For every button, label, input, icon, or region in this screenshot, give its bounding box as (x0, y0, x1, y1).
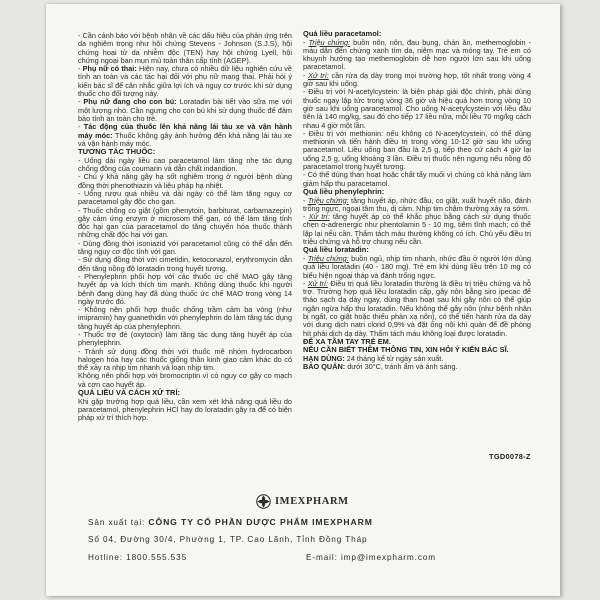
bullet-dash: - (78, 64, 83, 74)
logo-wordmark: IMEXPHARM (275, 495, 349, 507)
storage-text: dưới 30°C, tránh ẩm và ánh sáng. (345, 361, 458, 371)
right-column (303, 30, 531, 371)
treatment-text: cần rửa dạ dày trong mọi trường hợp, tốt nhất trong vòng 4 giờ sau khi uống. (303, 70, 531, 89)
symptoms-label: Triệu chứng: (307, 195, 349, 205)
bullet-dash: - (303, 278, 308, 288)
driving-section (78, 123, 292, 148)
interaction-item: - Uống dài ngày liều cao paracetamol làm tăng nhẹ tác dụng chống đông của coumarin và dẫn chất indandion. (78, 155, 292, 174)
treatment-text: Điều trị quá liều loratadin thường là điều trị triệu chứng và hỗ trợ. Trường hợp quá liều loratadin cấp, gây nôn bằng siro ipecac để tháo sạch dạ dày ngay, dùng than hoạt sau khi gây nôn có thể giúp ngăn ngừa hấp thu loratadin. Nếu không thể gây nôn (như bệnh nhân bị ngất, co giật hoặc thiếu phản xạ nôn), có thể tiến hành rửa dạ dày với dung dịch natri clorid 0,9% và đặt ống nội khí quản để đề phòng hít phải dịch dạ dày. Thẩm tách máu không loại được loratadin. (303, 278, 531, 338)
document-code: TGD0078-Z (489, 452, 531, 461)
imexpharm-logo (256, 492, 349, 510)
bullet-dash: - (78, 97, 84, 107)
bullet-dash: - (303, 212, 309, 222)
interaction-item: - Dùng đồng thời isoniazid với paracetamol cũng có thể dẫn đến tăng nguy cơ độc tính với gan. (78, 238, 292, 257)
skin-reaction-warning: - Cần cảnh báo với bệnh nhân về các dấu hiệu của phản ứng trên da nghiêm trọng như hội chứng Stevens - Johnson (S.J.S), hội chứng hoại tử da nhiễm độc (TEN) hay hội chứng Lyell, hội chứng ngoại ban mụn mủ toàn thân cấp tính (AGEP). (78, 31, 292, 65)
treatment-label: Xử trí: (308, 70, 329, 80)
pregnancy-section (78, 65, 292, 98)
symptoms-text: tăng huyết áp, nhức đầu, co giật, xuất huyết não, đánh trống ngực, ngoại tâm thu, dị cảm. Nhịp tim chậm thường xảy ra sớm. (303, 195, 531, 213)
interaction-item: - Chú ý khả năng gây hạ sốt nghiêm trọng ở người bệnh dùng đồng thời phenothiazin và liệu pháp hạ nhiệt. (78, 172, 292, 190)
driving-label: Tác động của thuốc lên khả năng lái tàu xe và vận hành máy móc: (78, 122, 292, 140)
bullet-dash: - (78, 122, 84, 132)
interaction-item: Không nên phối hợp với bromocriptin vì có nguy cơ gây co mạch và cơn cao huyết áp. (78, 371, 292, 389)
paracetamol-item: - Điều trị với methionin: nếu không có N-acetylcystein, có thể dùng methionin và tiến hành điều trị trong vòng 10-12 giờ sau khi uống paracetamol. Liều uống ban đầu là 2,5 g, tiếp theo cứ cách 4 giờ lại uống 2,5 g, uống khoảng 3 lần. Điều trị thuốc nên ngưng nếu nồng độ paracetamol trong huyết tương. (303, 128, 531, 172)
interaction-item: - Phenylephrin phối hợp với các thuốc ức chế MAO gây tăng huyết áp và kích thích tim mạnh. Không dùng thuốc khi người bệnh đang dùng hay đã dùng thuốc ức chế MAO trong vòng 14 ngày trước đó. (78, 271, 292, 306)
phenylephrin-treatment (303, 213, 531, 246)
pregnancy-text: Hiện nay, chưa có nhiều dữ liệu nghiên cứu về tính an toàn và các tác hại đối với phụ nữ mang thai. Phải hỏi ý kiến bác sĩ để cân nhắc giữa lợi ích và nguy cơ trước khi sử dụng thuốc cho đối tượng này. (78, 64, 292, 99)
phenylephrin-symptoms (303, 197, 531, 214)
symptoms-text: buồn ngủ, nhịp tim nhanh, nhức đầu ở người lớn dùng quá liều loratadin (40 - 180 mg). Trẻ em khi dùng liều trên 10 mg có biểu hiện ngoại tháp và đánh trống ngực. (303, 253, 531, 280)
storage (303, 363, 531, 371)
manufacturer-name: CÔNG TY CỔ PHẦN DƯỢC PHẨM IMEXPHARM (148, 517, 373, 527)
email: E-mail: imp@imexpharm.com (306, 553, 436, 562)
driving-text: Thuốc không gây ảnh hưởng đến khả năng lái tàu xe và vận hành máy móc. (78, 130, 292, 148)
overdose-heading: QUÁ LIỀU VÀ CÁCH XỬ TRÍ: (78, 388, 181, 398)
left-column (78, 32, 292, 423)
interaction-item: - Uống rượu quá nhiều và dài ngày có thể làm tăng nguy cơ paracetamol gây độc cho gan. (78, 188, 292, 207)
bullet-dash: - (303, 253, 308, 263)
treatment-text: tăng huyết áp có thể khắc phục bằng cách sử dụng thuốc chẹn α-adrenergic như phentolamin 5 - 10 mg, tiêm tĩnh mạch; có thể lặp lại nếu cần. Thẩm tách máu thường không có ích. Chủ yếu điều trị triệu chứng và hỗ trợ chung nếu cần. (303, 212, 531, 247)
shelf-life-label: HẠN DÙNG: (303, 353, 345, 363)
storage-label: BẢO QUẢN: (303, 361, 346, 371)
imexpharm-emblem-icon (256, 494, 271, 509)
interactions-heading: TƯƠNG TÁC THUỐC: (78, 147, 156, 157)
keep-away-notice: ĐỂ XA TẦM TAY TRẺ EM. (303, 336, 391, 346)
treatment-label: Xử trí: (307, 278, 329, 288)
breastfeeding-text: Loratadin bài tiết vào sữa mẹ với một lượng nhỏ. Cần ngưng cho con bú khi sử dụng thuốc để đảm bảo tính an toàn cho trẻ. (78, 97, 292, 123)
bullet-dash: - (303, 70, 309, 80)
interaction-item: - Không nên phối hợp thuốc chống trầm cảm ba vòng (như imipramin) hay guanethidin với phenylephrin do làm tăng tác dụng tăng huyết áp của phenylephrin. (78, 305, 292, 331)
manufacturer-line (88, 517, 373, 527)
phenylephrin-overdose-heading: Quá liều phenylephrin: (303, 186, 385, 196)
interaction-item: - Tránh sử dụng đồng thời với thuốc mê nhóm hydrocarbon halogen hóa hay các thuốc giống thần kinh giao cảm khác do có thể xảy ra nhịp tim nhanh và loạn nhịp tim. (78, 346, 292, 373)
symptoms-label: Triệu chứng: (308, 37, 351, 47)
symptoms-text: buồn nôn, nôn, đau bụng, chán ăn, methemoglobin - máu dẫn đến chứng xanh tím da, niêm mạc và móng tay. Trẻ em có khuynh hướng tạo methemoglobin dễ hơn người lớn sau khi uống paracetamol. (303, 37, 531, 72)
bullet-dash: - (303, 37, 309, 47)
consult-doctor-notice: NẾU CẦN BIẾT THÊM THÔNG TIN, XIN HỎI Ý KIẾN BÁC SĨ. (303, 345, 509, 355)
treatment-label: Xử trí: (308, 212, 330, 222)
paracetamol-treatment (303, 72, 531, 89)
paracetamol-symptoms (303, 39, 531, 72)
symptoms-label: Triệu chứng: (307, 253, 349, 263)
overdose-intro: Khi gặp trường hợp quá liều, cần xem xét khả năng quá liều do paracetamol, phenylephrin HCl hay do loratadin gây ra để có biện pháp xử trí thích hợp. (78, 396, 292, 423)
pregnancy-label: Phụ nữ có thai: (82, 64, 137, 74)
paracetamol-item: - Điều trị với N-acetylcystein: là biện pháp giải độc chính, phải dùng thuốc ngay lập tức trong vòng 36 giờ và hiệu quả hơn trong vòng 10 giờ sau khi uống paracetamol. Cho uống N-acetylcystein với liều đầu tiên là 140 mg/kg, sau đó cho tiếp 17 liều nữa, mỗi liều 70 mg/kg cách nhau 4 giờ một lần. (303, 87, 531, 130)
manufacturer-address: Số 04, Đường 30/4, Phường 1, TP. Cao Lãnh, Tỉnh Đồng Tháp (88, 535, 368, 544)
paracetamol-item: - Có thể dùng than hoạt hoặc chất tẩy muối vì chúng có khả năng làm giảm hấp thu paracetamol. (303, 170, 531, 188)
breastfeeding-label: Phụ nữ đang cho con bú: (83, 97, 177, 107)
manufacturer-label: Sản xuất tại: (88, 518, 149, 527)
breastfeeding-section (78, 98, 292, 123)
interaction-item: - Thuốc trợ đẻ (oxytocin) làm tăng tác dụng tăng huyết áp của phenylephrin. (78, 329, 292, 348)
loratadin-overdose-heading: Quá liều loratadin: (303, 245, 369, 255)
loratadin-symptoms (303, 255, 531, 280)
paracetamol-overdose-heading: Quá liều paracetamol: (303, 29, 382, 38)
loratadin-treatment (303, 280, 531, 338)
interaction-item: - Sử dụng đồng thời với cimetidin, ketoconazol, erythromycin dẫn đến tăng nồng độ loratadin trong huyết tương. (78, 255, 292, 273)
hotline: Hotline: 1800.555.535 (88, 553, 188, 562)
interaction-item: - Thuốc chống co giật (gồm phenytoin, barbiturat, carbamazepin) gây cảm ứng enzym ở microsom thể gan, có thể làm tăng tính độc hại gan của paracetamol do tăng chuyển hóa thuốc thành những chất độc hại với gan. (78, 205, 292, 240)
bullet-dash: - (303, 195, 308, 205)
shelf-life-text: 24 tháng kể từ ngày sản xuất. (344, 353, 444, 363)
